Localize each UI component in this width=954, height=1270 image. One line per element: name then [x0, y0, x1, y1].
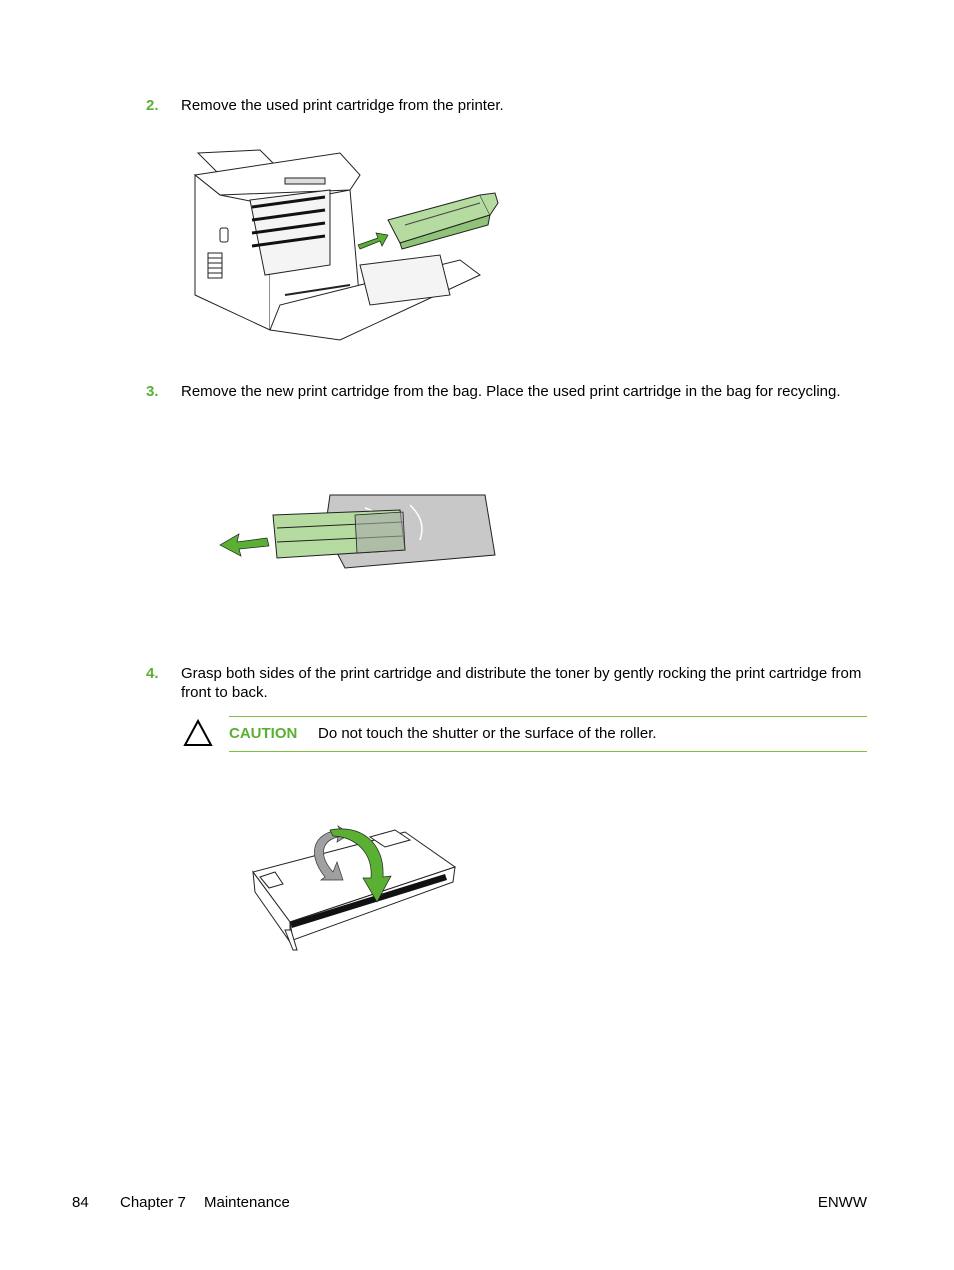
step-number: 4. [146, 665, 159, 682]
step-number: 3. [146, 383, 159, 400]
footer-edition: ENWW [817, 1194, 867, 1211]
printer-cartridge-removal-illustration [190, 145, 500, 345]
step-number: 2. [146, 97, 159, 114]
caution-text: Do not touch the shutter or the surface of the roller. [318, 725, 657, 742]
step-text: Remove the new print cartridge from the bag. Place the used print cartridge in the bag for recycling. [181, 383, 841, 400]
cartridge-bag-illustration [215, 490, 500, 575]
page-number: 84 [72, 1194, 89, 1211]
caution-callout [229, 716, 867, 752]
footer-chapter: Chapter 7 [120, 1194, 186, 1211]
cartridge-rocking-illustration [245, 822, 460, 957]
step-text: Remove the used print cartridge from the printer. [181, 97, 504, 114]
caution-label: CAUTION [229, 725, 298, 742]
warning-triangle-icon [183, 718, 213, 748]
footer-section: Maintenance [204, 1194, 290, 1211]
step-text: Grasp both sides of the print cartridge and distribute the toner by gently rocking the print cartridge from front to back. [181, 665, 862, 701]
